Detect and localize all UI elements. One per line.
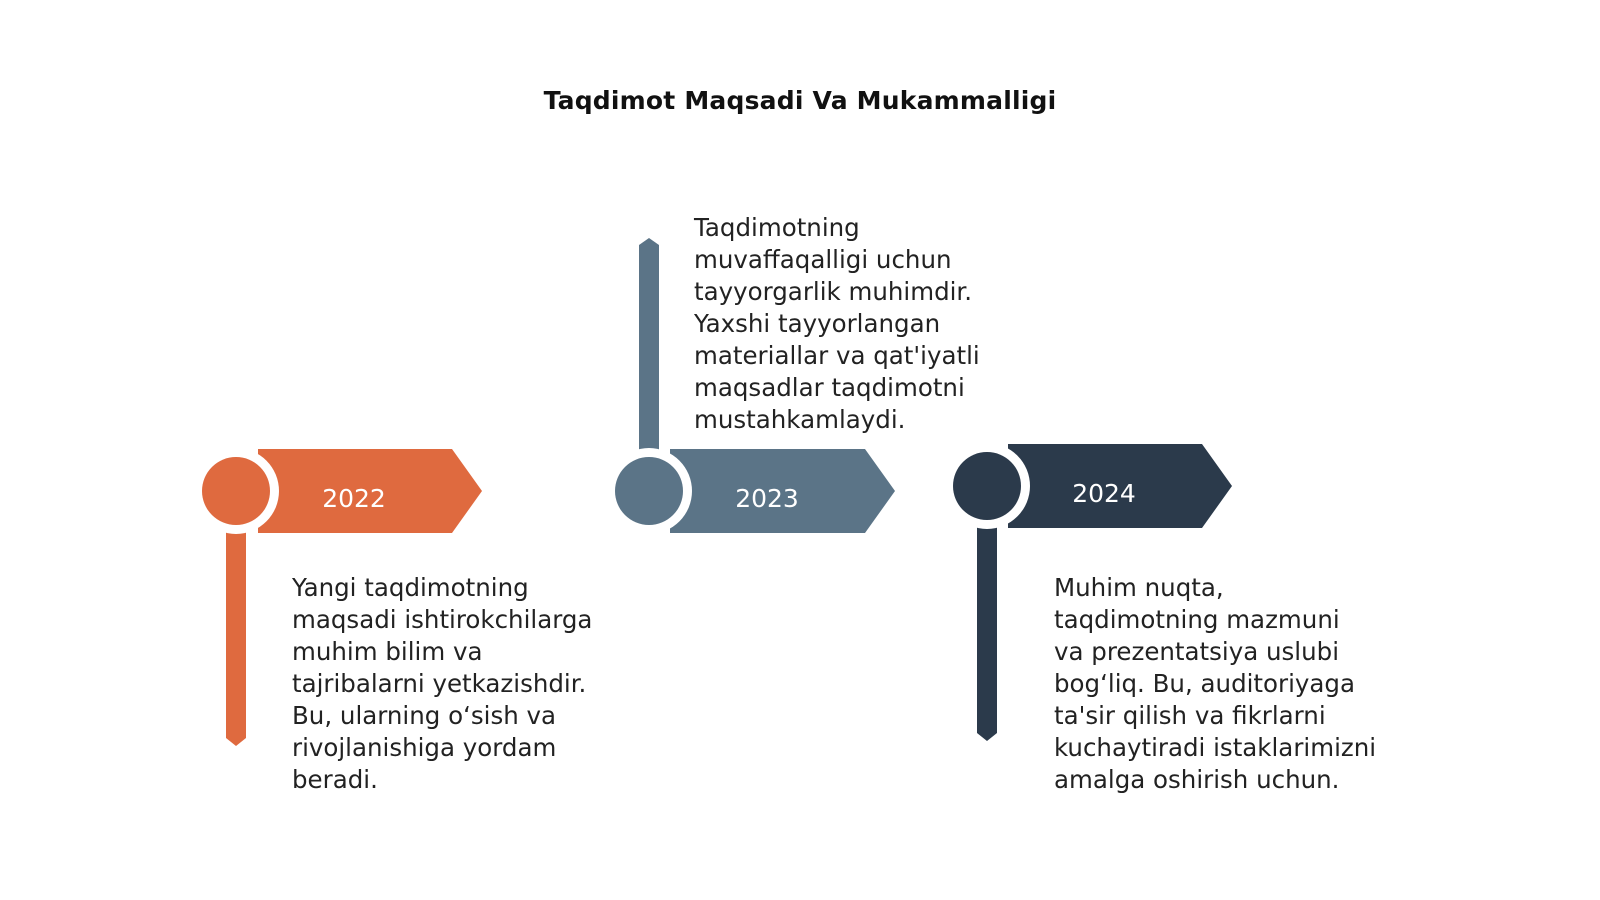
milestone-2022-description: Yangi taqdimotning maqsadi ishtirokchilarga muhim bilim va tajribalarni yetkazishdir. Bu, ularning o‘sish va rivojlanishiga yordam beradi.: [292, 573, 593, 794]
milestone-2023-dot: [615, 457, 683, 525]
milestone-2024-dot: [953, 452, 1021, 520]
milestone-2022-year: 2022: [322, 484, 386, 513]
page-title: Taqdimot Maqsadi Va Mukammalligi: [543, 86, 1057, 115]
milestone-2023-stem: [639, 238, 659, 462]
milestone-2024-description: Muhim nuqta, taqdimotning mazmuni va prezentatsiya uslubi bog‘liq. Bu, auditoriyaga ta'sir qilish va fikrlarni kuchaytiradi istaklarimizni amalga oshirish uchun.: [1054, 573, 1377, 794]
milestone-2022-stem: [226, 520, 246, 746]
milestone-2023-year: 2023: [735, 484, 799, 513]
milestone-2023-description: Taqdimotning muvaffaqalligi uchun tayyorgarlik muhimdir. Yaxshi tayyorlangan materiallar va qat'iyatli maqsadlar taqdimotni mustahkamlaydi.: [694, 213, 980, 434]
milestone-2024-stem: [977, 515, 997, 741]
milestone-2022-dot: [202, 457, 270, 525]
milestone-2024-year: 2024: [1072, 479, 1136, 508]
